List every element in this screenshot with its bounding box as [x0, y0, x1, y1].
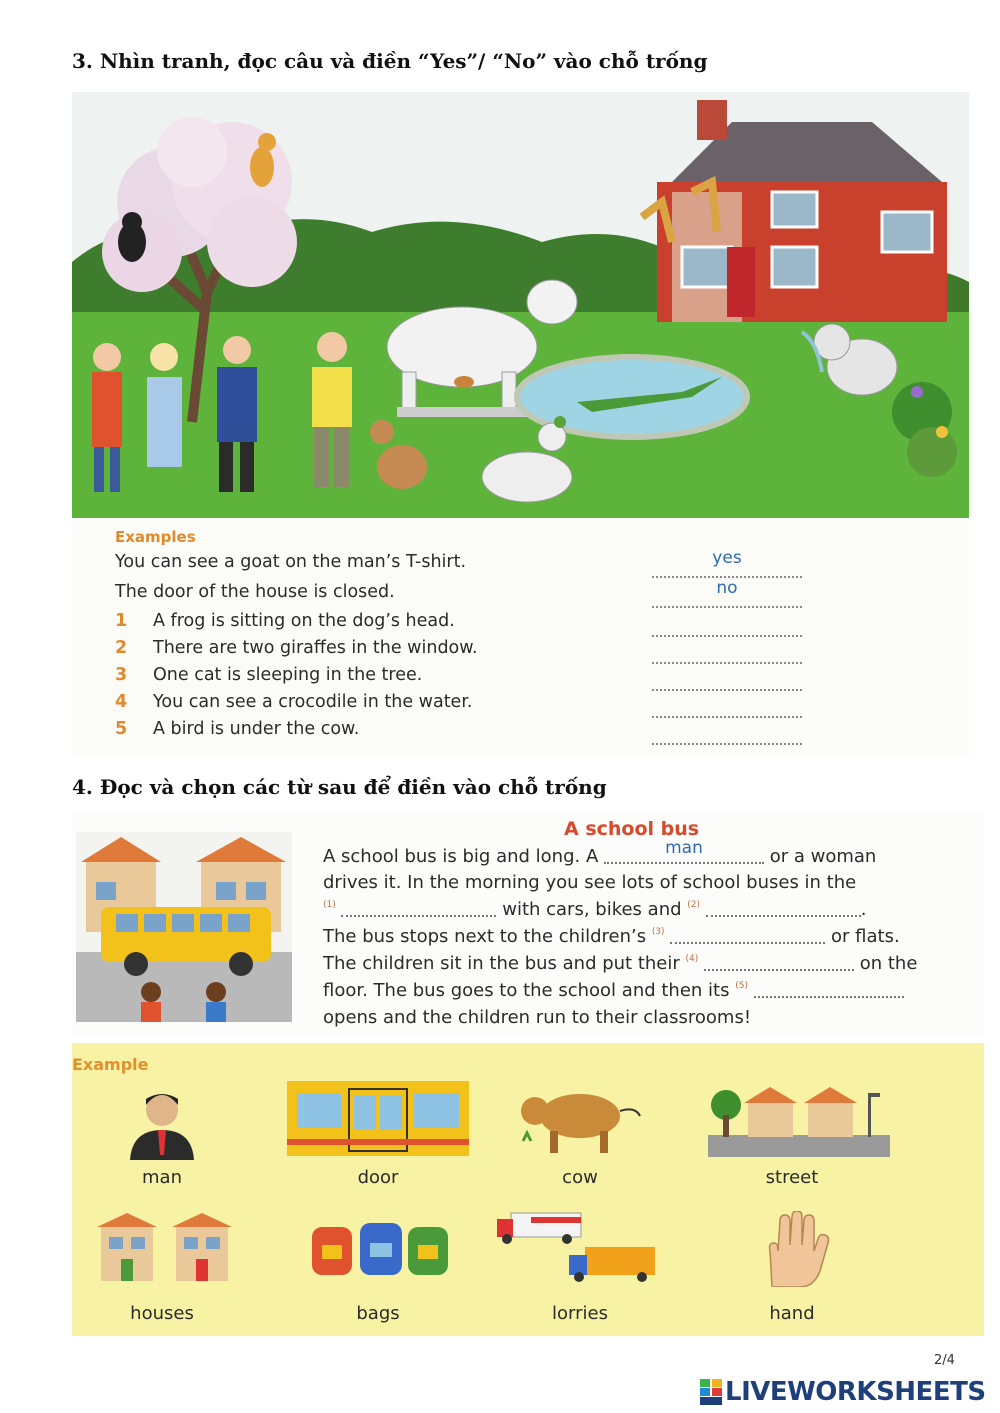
question-number: 4 [115, 692, 128, 712]
blank-input-2[interactable] [706, 899, 861, 917]
question-sentence: There are two giraffes in the window. [153, 638, 478, 658]
street-picture [708, 1085, 890, 1157]
word-bank-example-label: Example [72, 1055, 149, 1074]
word-cow: cow [562, 1167, 598, 1188]
question-sentence: You can see a crocodile in the water. [153, 692, 473, 712]
story-text: The children sit in the bus and put their [323, 953, 680, 974]
blank-number: (2) [687, 900, 701, 910]
brand-name: LIVEWORKSHEETS [725, 1377, 986, 1407]
story-line [323, 838, 877, 872]
houses-picture [97, 1213, 232, 1281]
example-sentence: You can see a goat on the man’s T-shirt. [115, 552, 467, 572]
blank-input-4[interactable] [704, 953, 854, 971]
answer-input-5[interactable] [652, 723, 802, 745]
blank-number: (5) [735, 981, 748, 991]
word-man: man [142, 1167, 182, 1188]
answer-input-4[interactable] [652, 696, 802, 718]
question-row [72, 665, 969, 691]
question-sentence: A bird is under the cow. [153, 719, 360, 739]
story-text: drives it. In the morning you see lots of school buses in the [323, 872, 857, 893]
question-sentence: A frog is sitting on the dog’s head. [153, 611, 455, 631]
examples-label: Examples [115, 528, 196, 546]
word-hand: hand [769, 1303, 815, 1324]
question-row [72, 611, 969, 637]
story-text: or a woman [769, 846, 877, 867]
blank-input-5[interactable] [754, 980, 904, 998]
word-bank [72, 1043, 984, 1336]
blank-number: (4) [685, 954, 699, 964]
story-line [323, 980, 904, 1006]
example-sentence: The door of the house is closed. [115, 582, 395, 602]
story-line [323, 872, 856, 898]
school-bus-story [72, 814, 984, 1036]
question-number: 2 [115, 638, 128, 658]
man-picture [122, 1085, 202, 1160]
story-title: A school bus [564, 818, 700, 840]
story-line [323, 1007, 751, 1033]
question-number: 5 [115, 719, 128, 739]
cow-picture [515, 1081, 650, 1156]
word-houses: houses [130, 1303, 194, 1324]
word-bags: bags [356, 1303, 400, 1324]
story-text: The bus stops next to the children’s [323, 926, 647, 947]
word-door: door [357, 1167, 399, 1188]
example-answer: yes [712, 548, 742, 568]
section-4-heading: 4. Đọc và chọn các từ sau để điền vào chỗ trống [72, 775, 607, 799]
story-text: on the [859, 953, 918, 974]
story-text: with cars, bikes and [502, 899, 682, 920]
word-lorries: lorries [552, 1303, 608, 1324]
story-line [323, 953, 917, 979]
story-line [323, 926, 900, 952]
page-number: 2/4 [934, 1353, 955, 1368]
example-row [72, 578, 969, 608]
story-text: A school bus is big and long. A [323, 846, 599, 867]
question-row [72, 719, 969, 745]
yes-no-exercise [72, 520, 969, 756]
answer-input-3[interactable] [652, 669, 802, 691]
story-text: or flats. [831, 926, 900, 947]
answer-input-1[interactable] [652, 615, 802, 637]
answer-blank [652, 548, 802, 578]
hand-picture [752, 1211, 832, 1287]
example-answer: man [665, 838, 703, 858]
section-3-heading: 3. Nhìn tranh, đọc câu và điền “Yes”/ “No” vào chỗ trống [72, 49, 708, 73]
example-answer: no [716, 578, 738, 598]
answer-blank [652, 578, 802, 608]
liveworksheets-logo [700, 1377, 986, 1407]
garden-scene-illustration [72, 92, 969, 518]
blank-number: (3) [651, 927, 665, 937]
lorries-picture [497, 1209, 657, 1289]
example-blank [604, 838, 764, 864]
story-text: floor. The bus goes to the school and then its [323, 980, 730, 1001]
school-bus-illustration [76, 832, 292, 1022]
question-sentence: One cat is sleeping in the tree. [153, 665, 423, 685]
door-picture [287, 1081, 469, 1156]
blank-input-1[interactable] [341, 899, 496, 917]
question-number: 1 [115, 611, 128, 631]
question-row [72, 692, 969, 718]
answer-input-2[interactable] [652, 642, 802, 664]
word-street: street [765, 1167, 819, 1188]
blank-number: (1) [323, 900, 336, 910]
bags-picture [310, 1215, 450, 1277]
liveworksheets-logo-icon [700, 1379, 722, 1405]
story-text: opens and the children run to their classrooms! [323, 1007, 752, 1028]
blank-input-3[interactable] [670, 926, 825, 944]
question-number: 3 [115, 665, 128, 685]
question-row [72, 638, 969, 664]
story-line: $^{(1)}$ with cars, bikes and $^{(2)}$ . [323, 899, 867, 920]
example-row [72, 548, 969, 578]
